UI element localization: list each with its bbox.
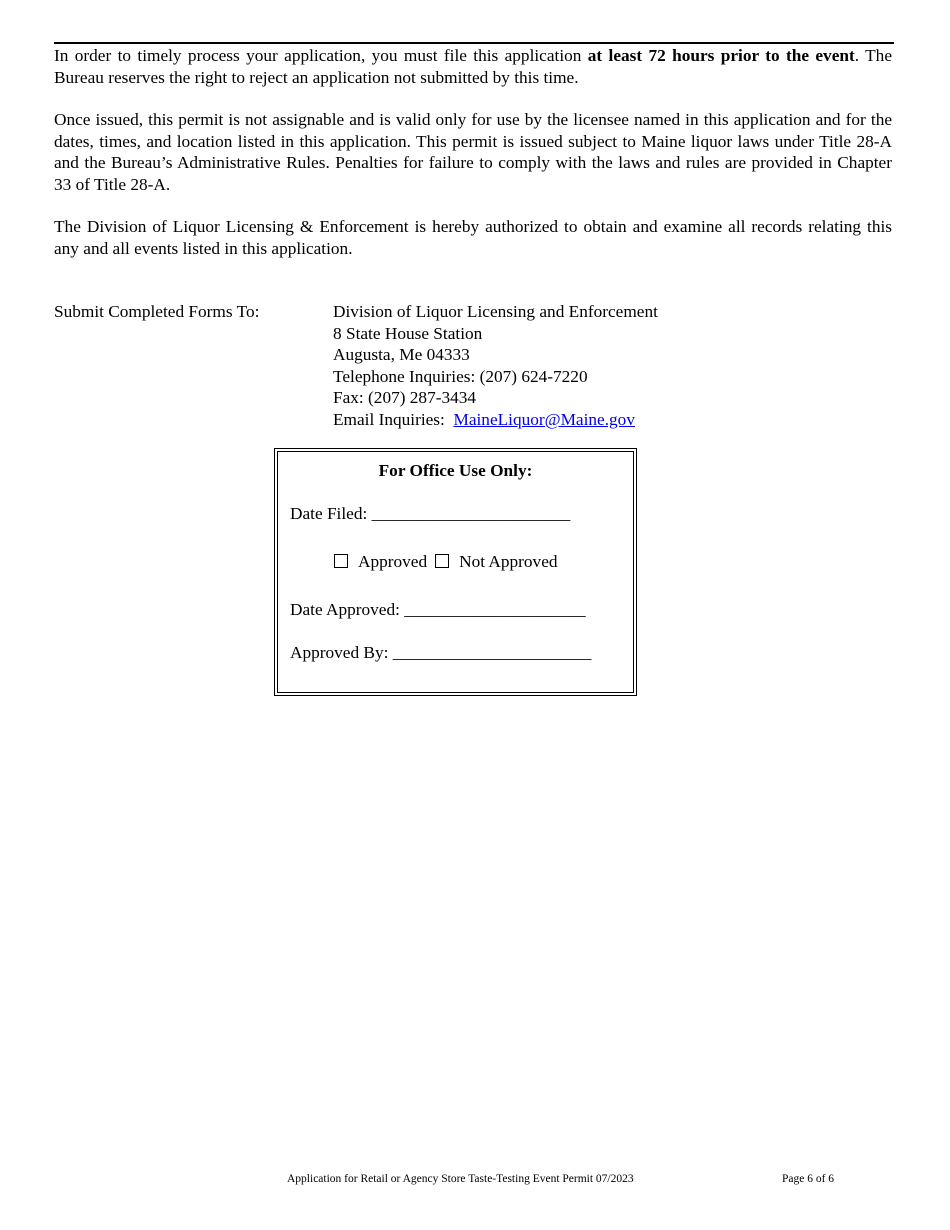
- email-label: Email Inquiries:: [333, 409, 454, 429]
- paragraph-text: . The Bureau reserves the right to reject an application not submitted by this time.: [54, 46, 892, 87]
- approved-checkbox[interactable]: [334, 554, 348, 568]
- footer-page-number: Page 6 of 6: [782, 1173, 835, 1185]
- filing-deadline-paragraph: [54, 45, 892, 88]
- not-approved-label: Not Approved: [459, 552, 558, 571]
- address-line: Division of Liquor Licensing and Enforcement: [333, 302, 658, 321]
- submit-address: [333, 301, 658, 430]
- submit-label: Submit Completed Forms To:: [54, 302, 260, 321]
- office-use-inner-border: [277, 451, 634, 693]
- permit-terms-paragraph: Once issued, this permit is not assignable and is valid only for use by the licensee named in this application and for the dates, times, and location listed in this application. This permit is issued subject to Maine liquor laws under Title 28-A and the Bureau’s Administrative Rules. Penalties for failure to comply with the laws and rules are provided in Chapter 33 of Title 28-A.: [54, 110, 892, 194]
- deadline-emphasis: at least 72 hours prior to the event: [587, 46, 855, 65]
- fax-line: Fax: (207) 287-3434: [333, 388, 477, 407]
- approved-by-field[interactable]: Approved By: _______________________: [290, 643, 592, 662]
- date-filed-field[interactable]: Date Filed: _______________________: [290, 504, 571, 523]
- not-approved-checkbox[interactable]: [435, 554, 449, 568]
- approved-label: Approved: [358, 552, 428, 571]
- date-approved-field[interactable]: Date Approved: _____________________: [290, 600, 586, 619]
- email-link[interactable]: MaineLiquor@Maine.gov: [453, 409, 635, 429]
- paragraph-text: In order to timely process your application, you must file this application: [54, 46, 588, 65]
- address-line: 8 State House Station: [333, 323, 483, 343]
- telephone-line: Telephone Inquiries: (207) 624-7220: [333, 366, 588, 386]
- authorization-paragraph: The Division of Liquor Licensing & Enforcement is hereby authorized to obtain and examine all records relating this any and all events listed in this application.: [54, 217, 892, 258]
- email-line: [333, 409, 658, 431]
- top-rule: [54, 42, 894, 44]
- footer-form-title: Application for Retail or Agency Store Taste-Testing Event Permit 07/2023: [287, 1173, 634, 1185]
- approval-options: [334, 552, 558, 572]
- address-line: Augusta, Me 04333: [333, 345, 470, 364]
- office-use-box: [274, 448, 637, 696]
- office-use-title: For Office Use Only:: [378, 461, 533, 480]
